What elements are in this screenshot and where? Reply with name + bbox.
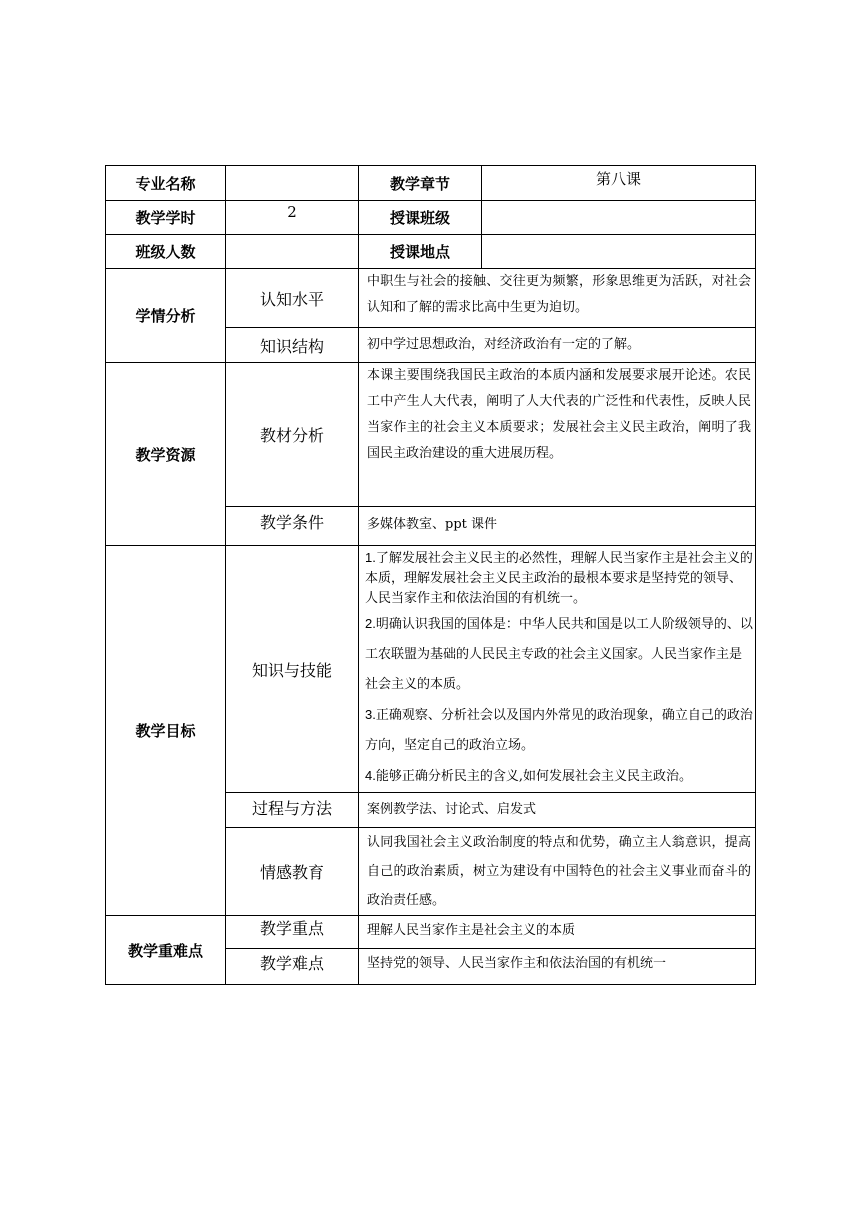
goal-item-4: 4.能够正确分析民主的含义,如何发展社会主义民主政治。 (365, 768, 692, 784)
location-label: 授课地点 (359, 235, 482, 269)
goal-item-3: 3.正确观察、分析社会以及国内外常见的政治现象，确立自己的政治方向，坚定自己的政治立场。 (365, 707, 753, 753)
key-point-text: 理解人民当家作主是社会主义的本质 (359, 916, 756, 949)
lesson-plan-table (105, 165, 756, 985)
chapter-label: 教学章节 (359, 166, 482, 201)
row-hours-class (106, 201, 756, 235)
major-name-label: 专业名称 (106, 166, 226, 201)
major-name-value (226, 166, 359, 201)
hours-label: 教学学时 (106, 201, 226, 235)
difficulty-text: 坚持党的领导、人民当家作主和依法治国的有机统一 (359, 949, 756, 985)
conditions-label: 教学条件 (226, 507, 359, 546)
goal-item-2: 2.明确认识我国的国体是：中华人民共和国是以工人阶级领导的、以工农联盟为基础的人民民主专政的社会主义国家。人民当家作主是社会主义的本质。 (365, 616, 753, 692)
hours-value: 2 (226, 201, 359, 235)
cognition-label: 认知水平 (226, 269, 359, 328)
textbook-label: 教材分析 (226, 363, 359, 507)
row-size-location (106, 235, 756, 269)
row-knowledge-skills (106, 546, 756, 793)
row-cognition (106, 269, 756, 328)
emotion-text: 认同我国社会主义政治制度的特点和优势，确立主人翁意识，提高自己的政治素质，树立为建设有中国特色的社会主义事业而奋斗的政治责任感。 (359, 828, 756, 916)
cognition-text: 中职生与社会的接触、交往更为频繁，形象思维更为活跃，对社会认知和了解的需求比高中生更为迫切。 (359, 269, 756, 328)
chapter-value: 第八课 (482, 166, 756, 201)
class-value (482, 201, 756, 235)
objectives-label: 教学目标 (106, 546, 226, 916)
knowledge-structure-label: 知识结构 (226, 328, 359, 363)
difficulty-label: 教学难点 (226, 949, 359, 985)
conditions-text: 多媒体教室、ppt 课件 (359, 507, 756, 546)
knowledge-structure-text: 初中学过思想政治，对经济政治有一定的了解。 (359, 328, 756, 363)
key-points-label: 教学重难点 (106, 916, 226, 985)
analysis-label: 学情分析 (106, 269, 226, 363)
row-major-chapter (106, 166, 756, 201)
process-method-text: 案例教学法、讨论式、启发式 (359, 793, 756, 828)
emotion-label: 情感教育 (226, 828, 359, 916)
process-method-label: 过程与方法 (226, 793, 359, 828)
knowledge-skills-text (359, 546, 756, 793)
textbook-text: 本课主要围绕我国民主政治的本质内涵和发展要求展开论述。农民工中产生人大代表，阐明了人大代表的广泛性和代表性，反映人民当家作主的社会主义本质要求；发展社会主义民主政治，阐明了我国民主政治建设的重大进展历程。 (359, 363, 756, 507)
class-size-value (226, 235, 359, 269)
resources-label: 教学资源 (106, 363, 226, 546)
class-size-label: 班级人数 (106, 235, 226, 269)
class-label: 授课班级 (359, 201, 482, 235)
knowledge-skills-label: 知识与技能 (226, 546, 359, 793)
location-value (482, 235, 756, 269)
row-key-point (106, 916, 756, 949)
key-point-label: 教学重点 (226, 916, 359, 949)
goal-item-1: 1.了解发展社会主义民主的必然性，理解人民当家作主是社会主义的本质，理解发展社会主义民主政治的最根本要求是坚持党的领导、人民当家作主和依法治国的有机统一。 (365, 550, 753, 606)
row-textbook (106, 363, 756, 507)
